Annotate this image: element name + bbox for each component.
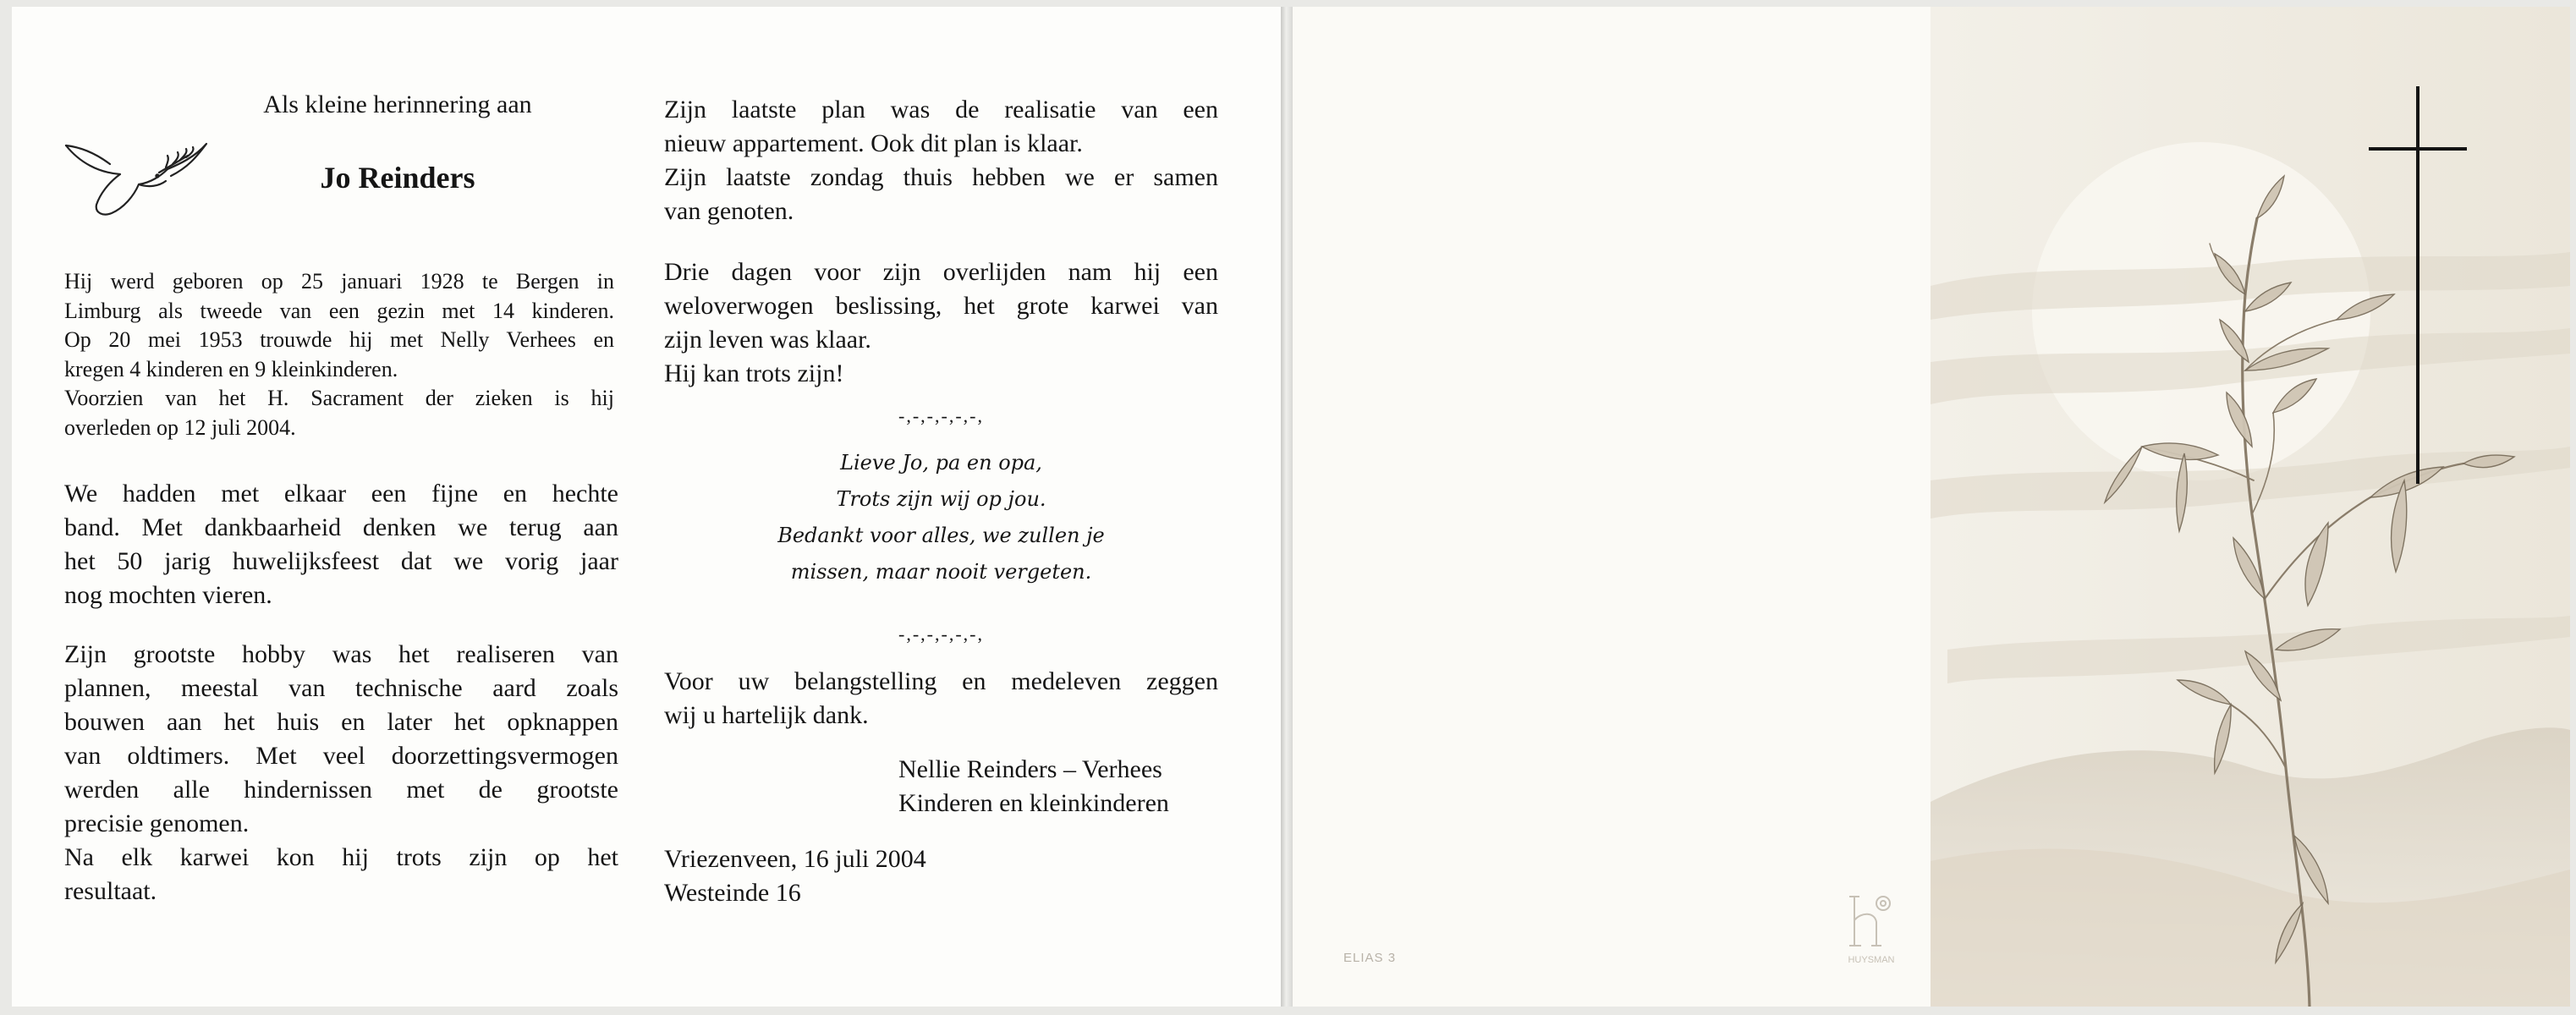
dove-icon — [61, 135, 213, 224]
text-line: van genoten. — [664, 197, 794, 225]
separator-top: -,-,-,-,-,-, — [898, 405, 984, 426]
text-line: Zijn laatste zondag thuis hebben we er samen — [664, 163, 1218, 191]
text-line: Hij kan trots zijn! — [664, 359, 844, 387]
bio-line: Hij werd geboren op 25 januari 1928 te Bergen in — [64, 269, 614, 294]
signature — [898, 753, 1237, 820]
text-line: Zijn grootste hobby was het realiseren van — [64, 640, 618, 668]
address: Westeinde 16 — [664, 879, 801, 907]
paragraph-hobby — [64, 638, 618, 908]
thanks — [664, 665, 1218, 732]
text-line: van oldtimers. Met veel doorzettingsvermogen — [64, 742, 618, 770]
text-line: precisie genomen. — [64, 809, 250, 837]
text-line: We hadden met elkaar een fijne en hechte — [64, 480, 618, 508]
poem-line: Lieve Jo, pa en opa, — [840, 451, 1042, 475]
text-line: wij u hartelijk dank. — [664, 701, 869, 729]
signature-line: Kinderen en kleinkinderen — [898, 789, 1169, 817]
text-line: Drie dagen voor zijn overlijden nam hij een — [664, 258, 1218, 286]
paragraph-band — [64, 477, 618, 612]
publisher-logo — [1846, 892, 1897, 968]
poem-line: Trots zijn wij op jou. — [836, 487, 1046, 511]
bio-line: Limburg als tweede van een gezin met 14 kinderen. — [64, 298, 614, 323]
sun-circle — [2032, 142, 2370, 480]
place-date: Vriezenveen, 16 juli 2004 — [664, 845, 926, 873]
paragraph-decision — [664, 255, 1218, 391]
poem-line: missen, maar nooit vergeten. — [790, 560, 1092, 584]
text-line: nog mochten vieren. — [64, 581, 272, 609]
text-line: Zijn laatste plan was de realisatie van een — [664, 96, 1218, 123]
text-line: Na elk karwei kon hij trots zijn op het — [64, 843, 618, 871]
intro-text: Als kleine herinnering aan — [263, 91, 532, 118]
text-line: zijn leven was klaar. — [664, 326, 871, 354]
publisher-logo-text: HUYSMAN — [1848, 955, 1895, 965]
signature-line: Nellie Reinders – Verhees — [898, 755, 1162, 783]
bio-line: overleden op 12 juli 2004. — [64, 414, 296, 440]
card-code: ELIAS 3 — [1343, 951, 1397, 965]
poem — [664, 445, 1218, 590]
biography — [64, 267, 614, 442]
text-line: resultaat. — [64, 877, 157, 905]
place-and-address — [664, 842, 1087, 910]
poem-line: Bedankt voor alles, we zullen je — [777, 524, 1105, 547]
text-line: weloverwogen beslissing, het grote karwei van — [664, 292, 1218, 320]
text-line: het 50 jarig huwelijksfeest dat we vorig jaar — [64, 547, 618, 575]
bio-line: kregen 4 kinderen en 9 kleinkinderen. — [64, 356, 398, 381]
plant-drawing — [1931, 7, 2570, 1007]
text-line: Voor uw belangstelling en medeleven zeggen — [664, 667, 1218, 695]
text-line: werden alle hindernissen met de grootste — [64, 776, 618, 804]
bio-line: Voorzien van het H. Sacrament der zieken is hij — [64, 386, 614, 410]
deceased-name: Jo Reinders — [320, 161, 475, 195]
paragraph-plan — [664, 93, 1218, 228]
card-fold — [1281, 7, 1293, 1007]
text-line: nieuw appartement. Ook dit plan is klaar. — [664, 129, 1083, 157]
text-line: band. Met dankbaarheid denken we terug aan — [64, 513, 618, 541]
text-line: plannen, meestal van technische aard zoals — [64, 674, 618, 702]
separator-bottom: -,-,-,-,-,-, — [898, 623, 984, 645]
text-line: bouwen aan het huis en later het opknappen — [64, 708, 618, 736]
bio-line: Op 20 mei 1953 trouwde hij met Nelly Verhees en — [64, 327, 614, 352]
